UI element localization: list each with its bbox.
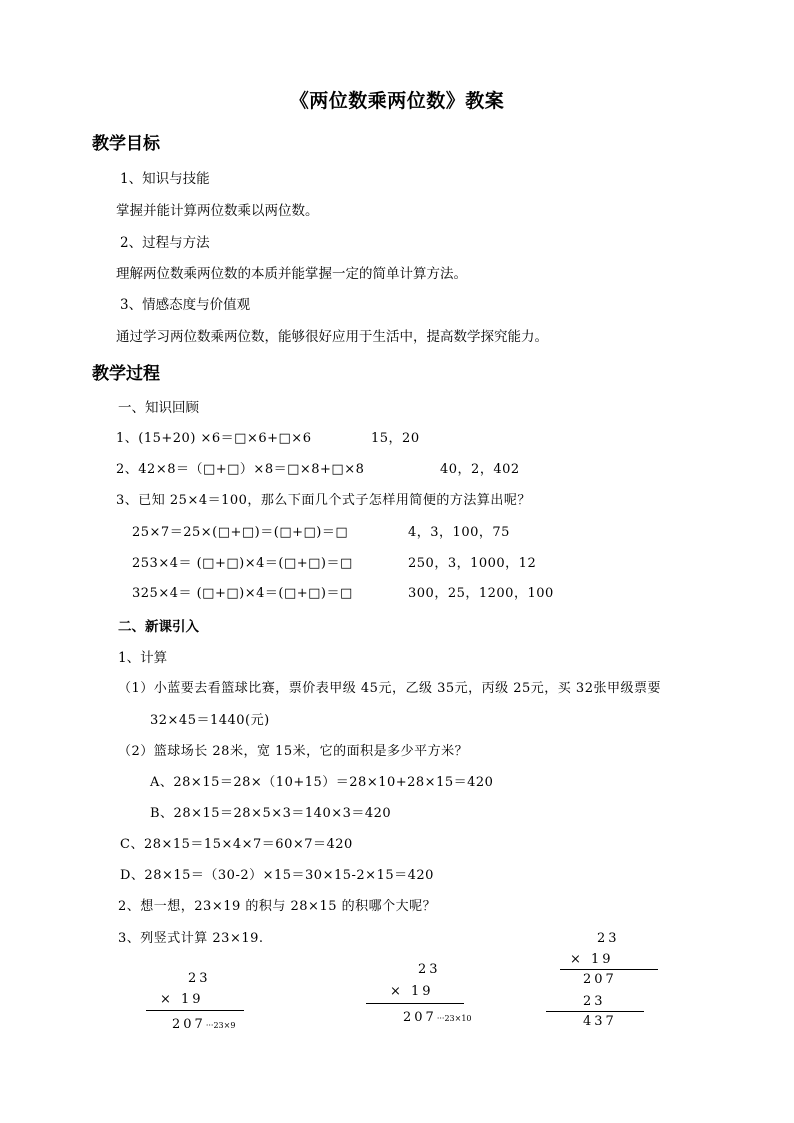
problem-1-answer: 32×45＝1440(元) (150, 713, 270, 728)
calc3-partial-2: 23 (583, 994, 606, 1009)
document-title: 《两位数乘两位数》教案 (289, 90, 505, 112)
calc3-line-1 (560, 969, 658, 970)
goal-3-label: 3、情感态度与价值观 (120, 297, 251, 313)
calc3-top: 23 (597, 931, 620, 946)
section-heading-goals: 教学目标 (92, 134, 160, 154)
calc1-partial-row (172, 1013, 235, 1032)
question-vertical: 3、列竖式计算 23×19. (118, 931, 264, 946)
calc2-partial-row (403, 1006, 472, 1025)
calc2-top: 23 (418, 962, 441, 977)
goal-2-text: 理解两位数乘两位数的本质并能掌握一定的简单计算方法。 (116, 266, 467, 282)
problem-1: （1）小蓝要去看篮球比赛，票价表甲级 45元，乙级 35元，丙级 25元，买 32张甲级票要 (118, 681, 661, 696)
review-answer-3b: 250，3，1000，12 (408, 556, 537, 571)
review-answer-3c: 300，25，1200，100 (408, 586, 554, 601)
intro-sub: 1、计算 (118, 650, 168, 666)
calc2-line (366, 1003, 464, 1004)
calc3-mult: × 19 (570, 952, 614, 967)
method-c: C、28×15＝15×4×7＝60×7＝420 (120, 837, 353, 852)
calc3-result: 437 (583, 1014, 617, 1029)
method-a: A、28×15＝28×（10+15）＝28×10+28×15＝420 (150, 775, 494, 790)
review-answer-1: 15，20 (371, 431, 420, 446)
review-heading: 一、知识回顾 (118, 400, 199, 416)
calc1-mult: × 19 (160, 992, 204, 1007)
intro-heading: 二、新课引入 (118, 619, 199, 635)
review-question-3c: 325×4＝ (□+□)×4＝(□+□)＝□ (132, 586, 353, 601)
goal-1-label: 1、知识与技能 (120, 171, 210, 187)
goal-2-label: 2、过程与方法 (120, 235, 210, 251)
calc1-line (146, 1010, 244, 1011)
review-answer-2: 40，2，402 (440, 462, 520, 477)
method-b: B、28×15＝28×5×3＝140×3＝420 (150, 806, 392, 821)
calc1-note: ···23×9 (205, 1021, 236, 1030)
calc2-mult: × 19 (390, 984, 434, 999)
review-answer-3a: 4，3，100，75 (408, 525, 510, 540)
goal-1-text: 掌握并能计算两位数乘以两位数。 (116, 203, 319, 219)
review-question-1: 1、(15+20) ×6＝□×6+□×6 (116, 431, 312, 446)
calc3-partial-1: 207 (583, 972, 617, 987)
calc2-note: ···23×10 (436, 1014, 472, 1023)
problem-2: （2）篮球场长 28米，宽 15米，它的面积是多少平方米？ (118, 744, 469, 759)
review-question-3: 3、已知 25×4＝100，那么下面几个式子怎样用简便的方法算出呢？ (116, 493, 531, 508)
calc1-top: 23 (188, 971, 211, 986)
section-heading-process: 教学过程 (92, 364, 160, 384)
calc1-partial: 207 (172, 1017, 206, 1032)
calc2-partial: 207 (403, 1010, 437, 1025)
goal-3-text: 通过学习两位数乘两位数，能够很好应用于生活中，提高数学探究能力。 (116, 329, 548, 345)
question-compare: 2、想一想，23×19 的积与 28×15 的积哪个大呢？ (118, 899, 437, 914)
calc3-line-2 (546, 1011, 644, 1012)
review-question-3b: 253×4＝ (□+□)×4＝(□+□)＝□ (132, 556, 353, 571)
method-d: D、28×15＝（30-2）×15＝30×15-2×15＝420 (120, 868, 434, 883)
review-question-3a: 25×7＝25×(□+□)＝(□+□)＝□ (132, 525, 349, 540)
review-question-2: 2、42×8＝（□+□）×8＝□×8+□×8 (116, 462, 365, 477)
